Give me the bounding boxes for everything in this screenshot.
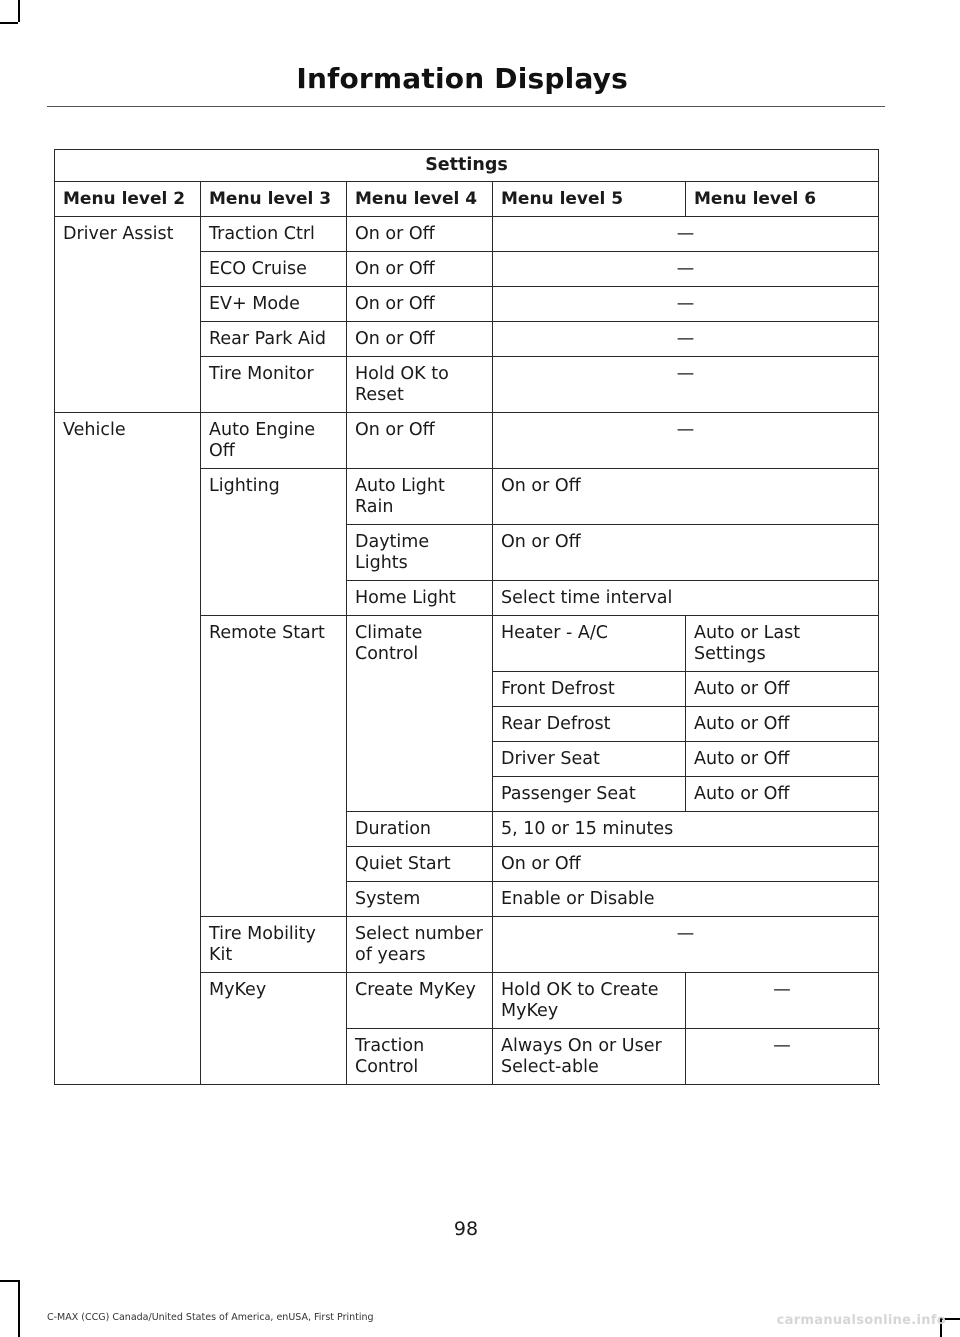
menu-level5-cell: — bbox=[493, 287, 879, 322]
menu-level5-cell: On or Off bbox=[493, 525, 879, 581]
column-header: Menu level 6 bbox=[686, 182, 879, 217]
column-header: Menu level 3 bbox=[201, 182, 347, 217]
menu-level4-cell: Daytime Lights bbox=[347, 525, 493, 581]
menu-level3-cell: ECO Cruise bbox=[201, 252, 347, 287]
menu-level2-cell: Driver Assist bbox=[55, 217, 201, 413]
menu-level4-cell: Auto Light Rain bbox=[347, 469, 493, 525]
title-divider bbox=[47, 106, 885, 107]
crop-mark bbox=[0, 1280, 18, 1282]
menu-level5-cell: 5, 10 or 15 minutes bbox=[493, 812, 879, 847]
watermark: carmanualsonline.info bbox=[776, 1313, 946, 1328]
menu-level4-cell: On or Off bbox=[347, 217, 493, 252]
menu-level4-cell: Climate Control bbox=[347, 616, 493, 812]
crop-mark bbox=[18, 1280, 20, 1337]
menu-level6-cell: Auto or Off bbox=[686, 707, 879, 742]
menu-level5-cell: Passenger Seat bbox=[493, 777, 686, 812]
menu-level3-cell: Remote Start bbox=[201, 616, 347, 917]
menu-level3-cell: Traction Control bbox=[347, 1029, 493, 1085]
menu-level4-cell: Home Light bbox=[347, 581, 493, 616]
menu-level5-cell: — bbox=[686, 973, 879, 1029]
menu-level4-cell: System bbox=[347, 882, 493, 917]
menu-level4-cell: Select number of years bbox=[347, 917, 493, 973]
column-header: Menu level 5 bbox=[493, 182, 686, 217]
menu-level4-cell: On or Off bbox=[347, 413, 493, 469]
menu-level4-cell: Always On or User Select-able bbox=[493, 1029, 686, 1085]
menu-level4-cell: Hold OK to Reset bbox=[347, 357, 493, 413]
menu-level5-cell: Select time interval bbox=[493, 581, 879, 616]
menu-level2-cell: MyKey bbox=[201, 973, 347, 1085]
menu-level5-cell: — bbox=[493, 322, 879, 357]
menu-level4-cell: Duration bbox=[347, 812, 493, 847]
menu-level3-cell: Rear Park Aid bbox=[201, 322, 347, 357]
table-caption-row bbox=[55, 150, 879, 182]
page-title: Information Displays bbox=[296, 62, 628, 95]
footer-text: C-MAX (CCG) Canada/United States of America, enUSA, First Printing bbox=[47, 1312, 374, 1323]
menu-level3-cell: EV+ Mode bbox=[201, 287, 347, 322]
crop-mark bbox=[18, 0, 20, 22]
table-row bbox=[55, 413, 879, 469]
menu-level3-cell: Lighting bbox=[201, 469, 347, 616]
menu-level5-cell: Driver Seat bbox=[493, 742, 686, 777]
menu-level5-cell: — bbox=[493, 357, 879, 413]
crop-mark bbox=[0, 22, 18, 24]
menu-level4-cell: Hold OK to Create MyKey bbox=[493, 973, 686, 1029]
menu-level6-cell: Auto or Off bbox=[686, 777, 879, 812]
menu-level3-cell: Auto Engine Off bbox=[201, 413, 347, 469]
menu-level4-cell: On or Off bbox=[347, 287, 493, 322]
table-caption: Settings bbox=[55, 150, 879, 182]
menu-level3-cell: Create MyKey bbox=[347, 973, 493, 1029]
menu-level6-cell: Auto or Off bbox=[686, 742, 879, 777]
menu-level2-cell: Vehicle bbox=[55, 413, 201, 1085]
table-row bbox=[55, 217, 879, 252]
menu-level3-cell: Traction Ctrl bbox=[201, 217, 347, 252]
column-header: Menu level 4 bbox=[347, 182, 493, 217]
menu-level4-cell: On or Off bbox=[347, 322, 493, 357]
menu-level4-cell: On or Off bbox=[347, 252, 493, 287]
menu-level6-cell: Auto or Off bbox=[686, 672, 879, 707]
menu-level3-cell: Tire Monitor bbox=[201, 357, 347, 413]
menu-level6-cell: Auto or Last Settings bbox=[686, 616, 879, 672]
menu-level5-cell: — bbox=[493, 413, 879, 469]
menu-level5-cell: Heater - A/C bbox=[493, 616, 686, 672]
menu-level5-cell: — bbox=[493, 252, 879, 287]
menu-level5-cell: — bbox=[493, 217, 879, 252]
menu-level5-cell: — bbox=[686, 1029, 879, 1085]
menu-level5-cell: On or Off bbox=[493, 847, 879, 882]
menu-level5-cell: Rear Defrost bbox=[493, 707, 686, 742]
page-number: 98 bbox=[453, 1218, 479, 1240]
menu-level3-cell: Tire Mobility Kit bbox=[201, 917, 347, 973]
menu-level5-cell: Front Defrost bbox=[493, 672, 686, 707]
settings-table bbox=[54, 149, 879, 1085]
table-header-row bbox=[55, 182, 879, 217]
menu-level5-cell: On or Off bbox=[493, 469, 879, 525]
menu-level5-cell: Enable or Disable bbox=[493, 882, 879, 917]
column-header: Menu level 2 bbox=[55, 182, 201, 217]
menu-level5-cell: — bbox=[493, 917, 879, 973]
menu-level4-cell: Quiet Start bbox=[347, 847, 493, 882]
